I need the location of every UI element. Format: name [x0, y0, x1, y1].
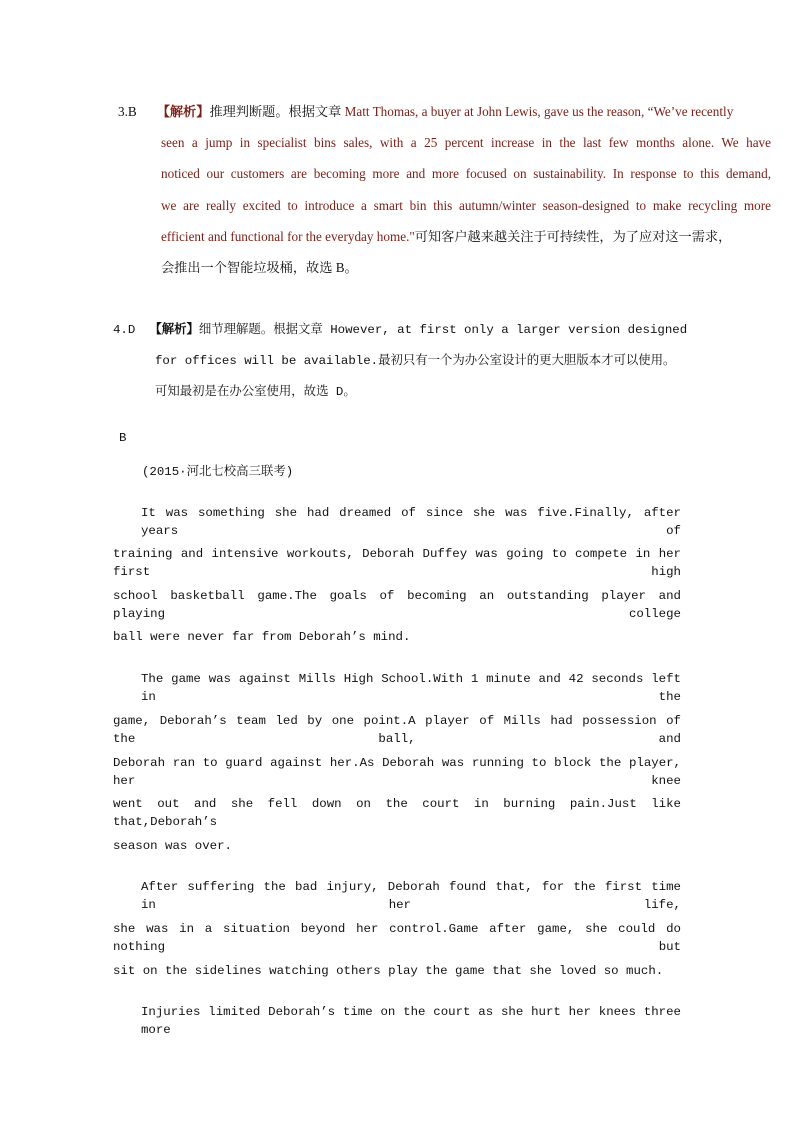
passage-text: game, Deborah’s team led by one point.A player of Mills had possession of the ball, and [113, 714, 681, 746]
passage-line [113, 754, 681, 790]
q3-line-2 [161, 134, 771, 152]
q4-answer-label: 4.D [113, 323, 136, 337]
q4-conclusion: 可知最初是在办公室使用，故选 D。 [155, 385, 356, 399]
passage-text: Injuries limited Deborah’s time on the court as she hurt her knees three more [141, 1005, 681, 1037]
passage-line [141, 670, 681, 706]
q4-line-1 [113, 321, 687, 339]
q4-lead: 细节理解题。根据文章 [198, 323, 331, 337]
q4-quote-line-2: for offices will be available. [155, 354, 379, 368]
passage-line [113, 920, 681, 956]
q3-quote-line-1: Matt Thomas, a buyer at John Lewis, gave us the reason, “We’ve recently [344, 104, 734, 119]
passage-line: season was over. [113, 839, 232, 853]
passage-text: Deborah ran to guard against her.As Deborah was running to block the player, her knee [113, 756, 681, 788]
passage-text: The game was against Mills High School.With 1 minute and 42 seconds left in the [141, 672, 681, 704]
passage-text: training and intensive workouts, Deborah Duffey was going to compete in her first high [113, 547, 681, 579]
passage-line [141, 504, 681, 540]
q3-analysis-tag: 【解析】 [156, 104, 210, 119]
q3-quote-line-3: noticed our customers are becoming more and more focused on sustainability. In response to this demand, [161, 166, 771, 181]
section-label: B [119, 431, 127, 445]
q3-line-3 [161, 165, 771, 183]
passage-line: ball were never far from Deborah’s mind. [113, 630, 411, 644]
passage-line [141, 1003, 681, 1039]
q4-analysis-tag: 【解析】 [149, 323, 199, 337]
q4-translation: 最初只有一个为办公室设计的更大胆版本才可以使用。 [378, 354, 676, 368]
passage-text: she was in a situation beyond her control.Game after game, she could do nothing but [113, 922, 681, 954]
q3-lead: 推理判断题。根据文章 [209, 104, 345, 119]
passage-text: It was something she had dreamed of since she was five.Finally, after years of [141, 506, 681, 538]
source-note: (2015·河北七校高三联考) [142, 465, 294, 479]
q3-quote-line-2: seen a jump in specialist bins sales, with a 25 percent increase in the last few months alone. We have [161, 135, 771, 150]
passage-line [113, 545, 681, 581]
q3-quote-line-5: efficient and functional for the everyday home." [161, 229, 415, 244]
q3-quote-line-4: we are really excited to introduce a smart bin this autumn/winter season-designed to make recycling more [161, 198, 771, 213]
passage-line [113, 712, 681, 748]
passage-text: went out and she fell down on the court in burning pain.Just like that,Deborah’s [113, 797, 681, 829]
passage-text: After suffering the bad injury, Deborah found that, for the first time in her life, [141, 880, 681, 912]
passage-text: school basketball game.The goals of becoming an outstanding player and playing college [113, 589, 681, 621]
q4-quote-line-1: However, at first only a larger version designed [330, 323, 688, 337]
q3-line-4 [161, 197, 771, 215]
q3-conclusion-1: 可知客户越来越关注于可持续性，为了应对这一需求， [414, 229, 732, 244]
q4-line-2 [155, 352, 675, 370]
q3-answer-label: 3.B [118, 104, 137, 119]
q3-line-5 [161, 228, 731, 246]
passage-line: sit on the sidelines watching others play the game that she loved so much. [113, 964, 664, 978]
q3-line-1 [118, 103, 733, 121]
passage-line [113, 795, 681, 831]
q3-conclusion-2: 会推出一个智能垃圾桶，故选 B。 [161, 260, 358, 275]
passage-line [113, 587, 681, 623]
passage-line [141, 878, 681, 914]
